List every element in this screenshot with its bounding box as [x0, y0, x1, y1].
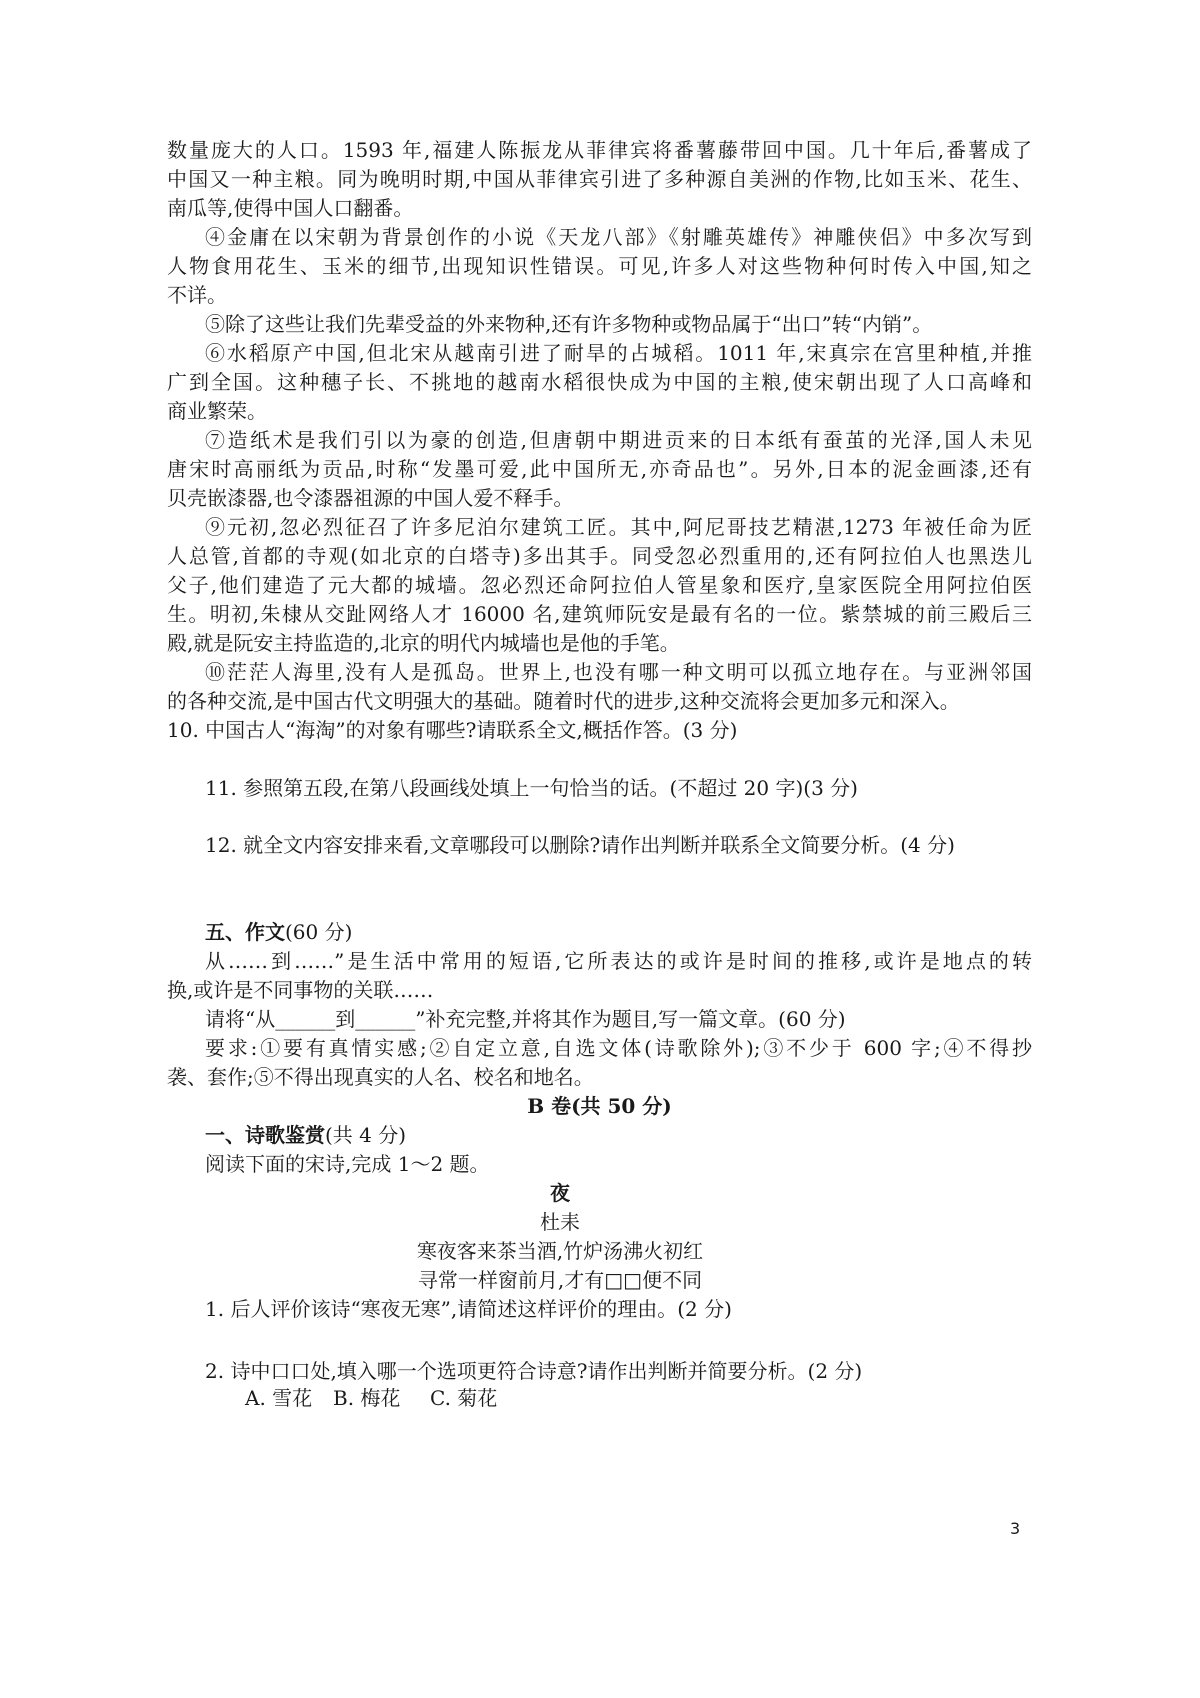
poem-title: 夜 — [550, 1181, 570, 1205]
text-line: 人物食用花生、玉米的细节,出现知识性错误。可见,许多人对这些物种何时传入中国,知之 — [167, 254, 1032, 278]
text-line: 父子,他们建造了元大都的城墙。忽必烈还命阿拉伯人管星象和医疗,皇家医院全用阿拉伯医 — [167, 573, 1032, 597]
section-1-heading — [167, 1121, 1032, 1150]
exam-page-body — [167, 136, 1032, 1413]
text-line: ④金庸在以宋朝为背景创作的小说《天龙八部》《射雕英雄传》神雕侠侣》中多次写到 — [205, 225, 1032, 249]
composition-title: 五、作文 — [205, 920, 285, 944]
text-line: ⑤除了这些让我们先辈受益的外来物种,还有许多物种或物品属于“出口”转“内销”。 — [205, 312, 933, 336]
text-line: 从……到……”是生活中常用的短语,它所表达的或许是时间的推移,或许是地点的转 — [205, 949, 1032, 973]
poem-question-2-options — [167, 1384, 1032, 1413]
passage-paragraph-3 — [167, 136, 1032, 223]
text-line: ⑨元初,忽必烈征召了许多尼泊尔建筑工匠。其中,阿尼哥技艺精湛,1273 年被任命为匠 — [205, 515, 1032, 539]
poem-line: 寒夜客来茶当酒,竹炉汤沸火初红 — [416, 1239, 704, 1263]
composition-prompt — [167, 947, 1032, 1005]
text-line: ⑥水稻原产中国,但北宋从越南引进了耐旱的占城稻。1011 年,宋真宗在宫里种植,并推 — [205, 341, 1032, 365]
text-line: ⑦造纸术是我们引以为豪的创造,但唐朝中期进贡来的日本纸有蚕茧的光泽,国人未见 — [205, 428, 1032, 452]
section-1-score: (共 4 分) — [325, 1123, 407, 1147]
text-line: 广到全国。这种穗子长、不挑地的越南水稻很快成为中国的主粮,使宋朝出现了人口高峰和 — [167, 370, 1032, 394]
text-line: 换,或许是不同事物的关联…… — [167, 978, 434, 1002]
composition-task: 请将“从______到______”补充完整,并将其作为题目,写一篇文章。(60 分) — [205, 1007, 846, 1031]
text-line: 南瓜等,使得中国人口翻番。 — [167, 196, 414, 220]
composition-heading — [167, 918, 1032, 947]
passage-paragraph-4 — [167, 223, 1032, 310]
text-line: 贝壳嵌漆器,也令漆器祖源的中国人爱不释手。 — [167, 486, 574, 510]
option-b: B. 梅花 — [333, 1386, 401, 1410]
text-line: 唐宋时高丽纸为贡品,时称“发墨可爱,此中国所无,亦奇品也”。另外,日本的泥金画漆,还有 — [167, 457, 1032, 481]
section-1-title: 一、诗歌鉴赏 — [205, 1123, 325, 1147]
part-b-title: B 卷(共 50 分) — [527, 1094, 672, 1118]
poem — [167, 1179, 953, 1295]
page-number: 3 — [1010, 1519, 1021, 1538]
poem-line: 寻常一样窗前月,才有□□便不同 — [417, 1268, 703, 1292]
question-10: 10. 中国古人“海淘”的对象有哪些?请联系全文,概括作答。(3 分) — [167, 718, 738, 742]
text-line: 不详。 — [167, 283, 227, 307]
passage-paragraph-9 — [167, 513, 1032, 658]
composition-requirements — [167, 1034, 1032, 1092]
text-line: 袭、套作;⑤不得出现真实的人名、校名和地名。 — [167, 1065, 594, 1089]
text-line: 生。明初,朱棣从交趾网络人才 16000 名,建筑师阮安是最有名的一位。紫禁城的前三殿后三 — [167, 602, 1032, 626]
text-line: 殿,就是阮安主持监造的,北京的明代内城墙也是他的手笔。 — [167, 631, 680, 655]
text-line: 要求:①要有真情实感;②自定立意,自选文体(诗歌除外);③不少于 600 字;④不得抄 — [205, 1036, 1032, 1060]
poem-question-2: 2. 诗中口口处,填入哪一个选项更符合诗意?请作出判断并简要分析。(2 分) — [205, 1359, 863, 1383]
option-a: A. 雪花 — [245, 1386, 313, 1410]
passage-paragraph-6 — [167, 339, 1032, 426]
question-12: 12. 就全文内容安排来看,文章哪段可以删除?请作出判断并联系全文简要分析。(4 分) — [205, 833, 955, 857]
option-c: C. 菊花 — [430, 1386, 498, 1410]
poem-question-1: 1. 后人评价该诗“寒夜无寒”,请简述这样评价的理由。(2 分) — [205, 1297, 732, 1321]
composition-score: (60 分) — [285, 920, 353, 944]
passage-paragraph-7 — [167, 426, 1032, 513]
text-line: ⑩茫茫人海里,没有人是孤岛。世界上,也没有哪一种文明可以孤立地存在。与亚洲邻国 — [205, 660, 1032, 684]
text-line: 商业繁荣。 — [167, 399, 267, 423]
text-line: 中国又一种主粮。同为晚明时期,中国从菲律宾引进了多种源自美洲的作物,比如玉米、花生、 — [167, 167, 1032, 191]
question-11: 11. 参照第五段,在第八段画线处填上一句恰当的话。(不超过 20 字)(3 分) — [205, 776, 858, 800]
text-line: 数量庞大的人口。1593 年,福建人陈振龙从菲律宾将番薯藤带回中国。几十年后,番薯成了 — [167, 138, 1032, 162]
text-line: 的各种交流,是中国古代文明强大的基础。随着时代的进步,这种交流将会更加多元和深入。 — [167, 689, 960, 713]
section-1-instruction: 阅读下面的宋诗,完成 1～2 题。 — [205, 1152, 490, 1176]
text-line: 人总管,首都的寺观(如北京的白塔寺)多出其手。同受忽必烈重用的,还有阿拉伯人也黑迭儿 — [167, 544, 1032, 568]
poem-author: 杜耒 — [540, 1210, 580, 1234]
passage-paragraph-10 — [167, 658, 1032, 716]
passage-paragraph-5 — [167, 310, 1032, 339]
